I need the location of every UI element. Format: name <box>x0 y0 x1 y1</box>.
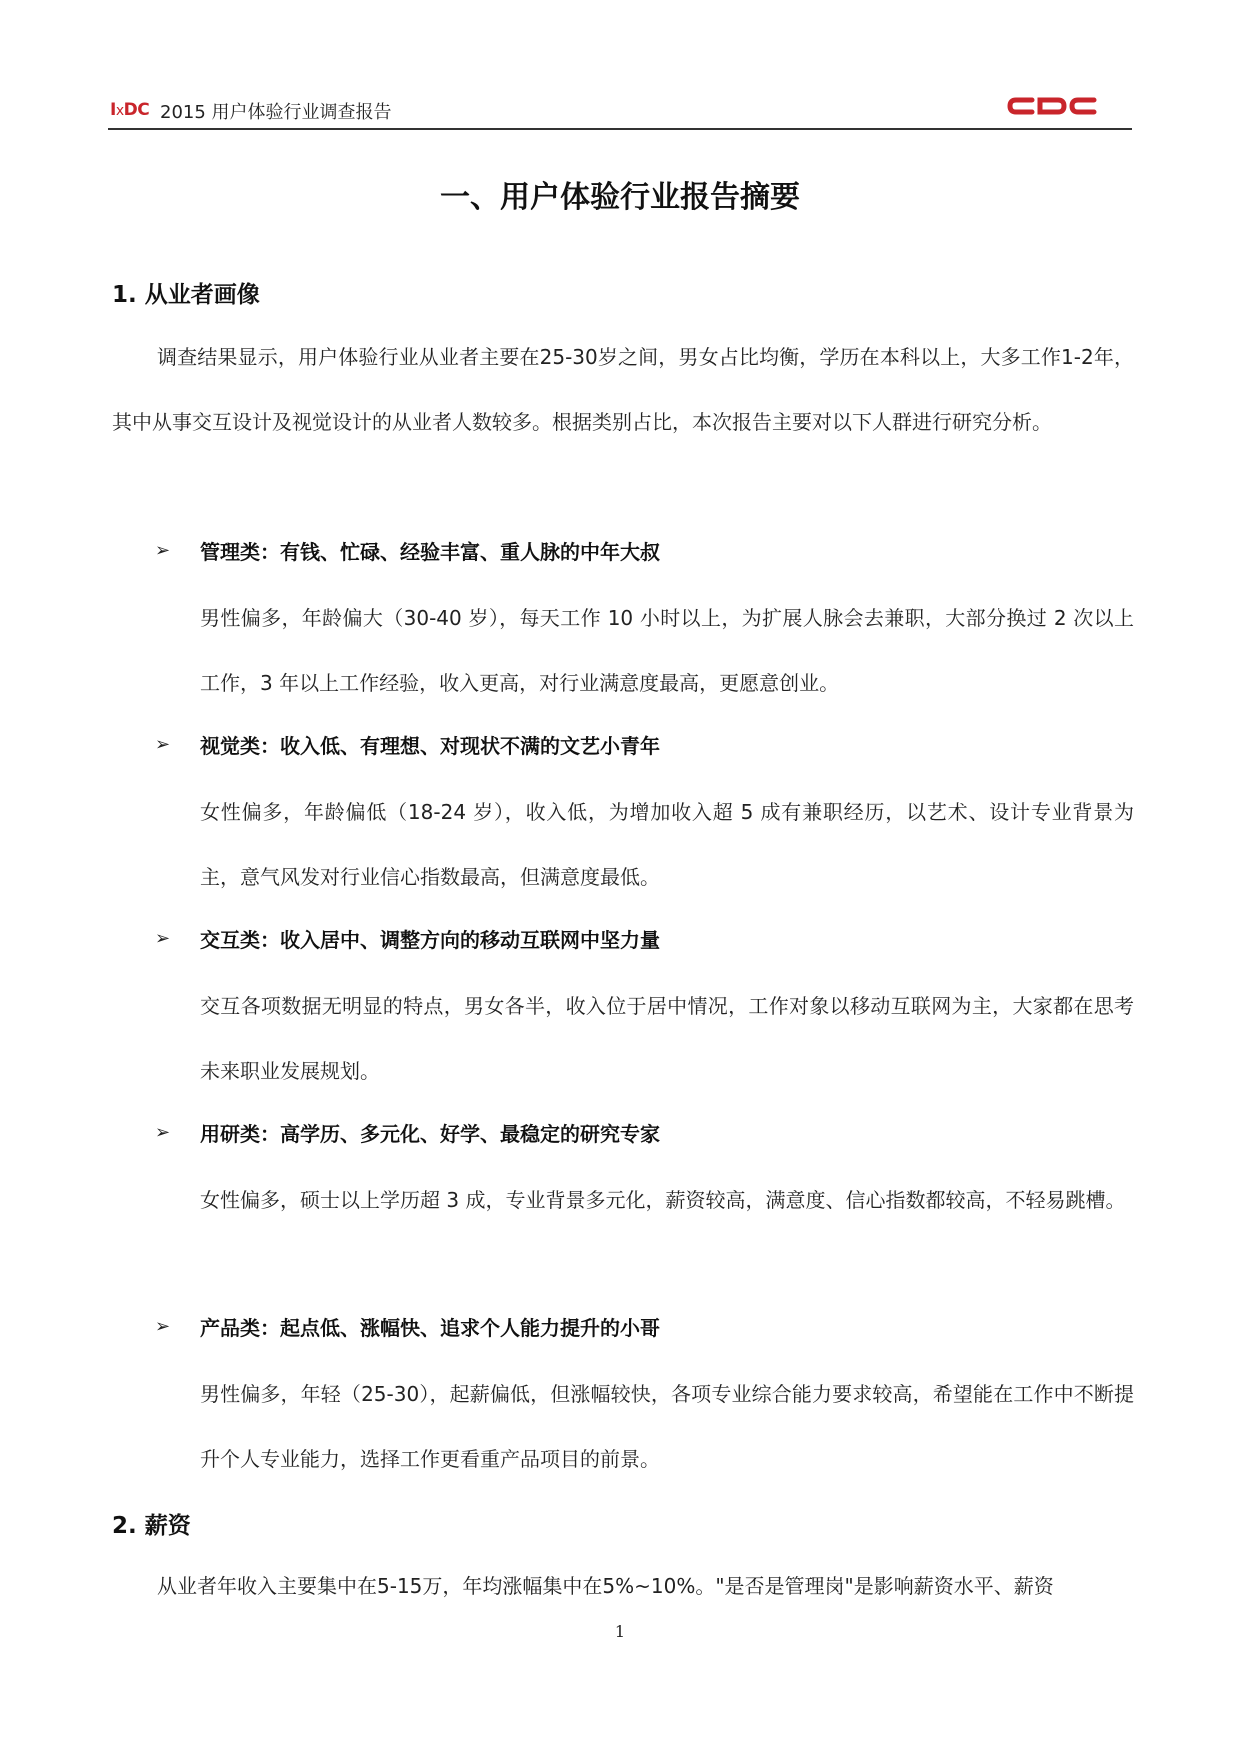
bullet-icon: ➢ <box>155 540 171 561</box>
item-heading-product: 产品类：起点低、涨幅快、追求个人能力提升的小哥 <box>200 1316 660 1340</box>
section-intro-salary: 从业者年收入主要集中在5-15万，年均涨幅集中在5%~10%。"是否是管理岗"是影响薪资水平、薪资 <box>157 1574 1054 1598</box>
bullet-icon: ➢ <box>155 1122 171 1143</box>
page-number: 1 <box>614 1622 626 1641</box>
item-desc-visual: 女性偏多，年龄偏低（18-24 岁），收入低，为增加收入超 5 成有兼职经历，以艺术、设计专业背景为主，意气风发对行业信心指数最高，但满意度最低。 <box>200 800 1134 889</box>
bullet-icon: ➢ <box>155 734 171 755</box>
header-title: 2015 用户体验行业调查报告 <box>160 102 392 123</box>
item-desc-research: 女性偏多，硕士以上学历超 3 成，专业背景多元化，薪资较高，满意度、信心指数都较高，不轻易跳槽。 <box>200 1188 1126 1212</box>
section-heading-portrait: 1. 从业者画像 <box>112 282 260 308</box>
item-desc-product: 男性偏多，年轻（25-30），起薪偏低，但涨幅较快，各项专业综合能力要求较高，希望能在工作中不断提升个人专业能力，选择工作更看重产品项目的前景。 <box>200 1382 1134 1471</box>
item-heading-interaction: 交互类：收入居中、调整方向的移动互联网中坚力量 <box>200 928 660 952</box>
ixdc-logo: IxDC <box>110 100 150 120</box>
cdc-logo <box>1006 92 1098 120</box>
item-desc-management: 男性偏多，年龄偏大（30-40 岁），每天工作 10 小时以上，为扩展人脉会去兼职，大部分换过 2 次以上工作，3 年以上工作经验，收入更高，对行业满意度最高，更愿意创业。 <box>200 606 1134 695</box>
section-heading-salary: 2. 薪资 <box>112 1513 191 1539</box>
page-header <box>108 92 1132 130</box>
bullet-icon: ➢ <box>155 1316 171 1337</box>
item-heading-research: 用研类：高学历、多元化、好学、最稳定的研究专家 <box>200 1122 660 1146</box>
item-heading-management: 管理类：有钱、忙碌、经验丰富、重人脉的中年大叔 <box>200 540 660 564</box>
page-title: 一、用户体验行业报告摘要 <box>440 180 800 215</box>
bullet-icon: ➢ <box>155 928 171 949</box>
item-desc-interaction: 交互各项数据无明显的特点，男女各半，收入位于居中情况，工作对象以移动互联网为主，大家都在思考未来职业发展规划。 <box>200 994 1134 1083</box>
item-heading-visual: 视觉类：收入低、有理想、对现状不满的文艺小青年 <box>200 734 660 758</box>
section-intro-portrait: 调查结果显示，用户体验行业从业者主要在25-30岁之间，男女占比均衡，学历在本科以上，大多工作1-2年，其中从事交互设计及视觉设计的从业者人数较多。根据类别占比，本次报告主要对以下人群进行研究分析。 <box>112 345 1134 434</box>
